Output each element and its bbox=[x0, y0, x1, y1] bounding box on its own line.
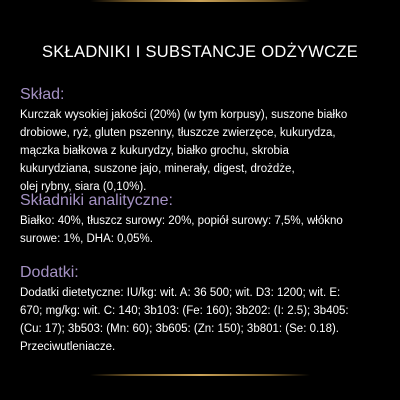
composition-line: Kurczak wysokiej jakości (20%) (w tym korpusy), suszone białko bbox=[20, 109, 348, 121]
analytical-line: Białko: 40%, tłuszcz surowy: 20%, popiół surowy: 7,5%, włókno bbox=[20, 215, 343, 227]
panel-title: SKŁADNIKI I SUBSTANCJE ODŻYWCZE bbox=[41, 43, 359, 61]
analytical-line: surowe: 1%, DHA: 0,05%. bbox=[20, 233, 153, 245]
section-body-additives bbox=[20, 284, 388, 356]
bottom-gold-divider bbox=[90, 374, 310, 376]
section-additives bbox=[20, 264, 388, 356]
section-body-analytical bbox=[20, 212, 388, 248]
composition-line: kukurydziana, suszone jajo, minerały, digest, drożdże, bbox=[20, 163, 295, 175]
section-heading-composition: Skład: bbox=[20, 86, 65, 103]
additives-line: 670; mg/kg: wit. C: 140; 3b103: (Fe: 160); 3b202: (I: 2.5); 3b405: bbox=[20, 305, 349, 317]
section-heading-analytical: Składniki analityczne: bbox=[20, 192, 173, 209]
section-heading-additives: Dodatki: bbox=[20, 264, 79, 281]
composition-line: drobiowe, ryż, gluten pszenny, tłuszcze zwierzęce, kukurydza, bbox=[20, 127, 336, 139]
composition-line: olej rybny, siara (0,10%). bbox=[20, 181, 147, 193]
additives-line: (Cu: 17); 3b503: (Mn: 60); 3b605: (Zn: 150); 3b801: (Se: 0.18). bbox=[20, 323, 339, 335]
composition-line: mączka białkowa z kukurydzy, białko grochu, skrobia bbox=[20, 145, 289, 157]
top-gold-divider bbox=[90, 0, 310, 2]
section-composition bbox=[20, 86, 388, 196]
additives-line: Dodatki dietetyczne: IU/kg: wit. A: 36 500; wit. D3: 1200; wit. E: bbox=[20, 287, 341, 299]
section-analytical bbox=[20, 192, 388, 248]
section-body-composition bbox=[20, 106, 388, 196]
additives-line: Przeciwutleniacze. bbox=[20, 341, 116, 353]
